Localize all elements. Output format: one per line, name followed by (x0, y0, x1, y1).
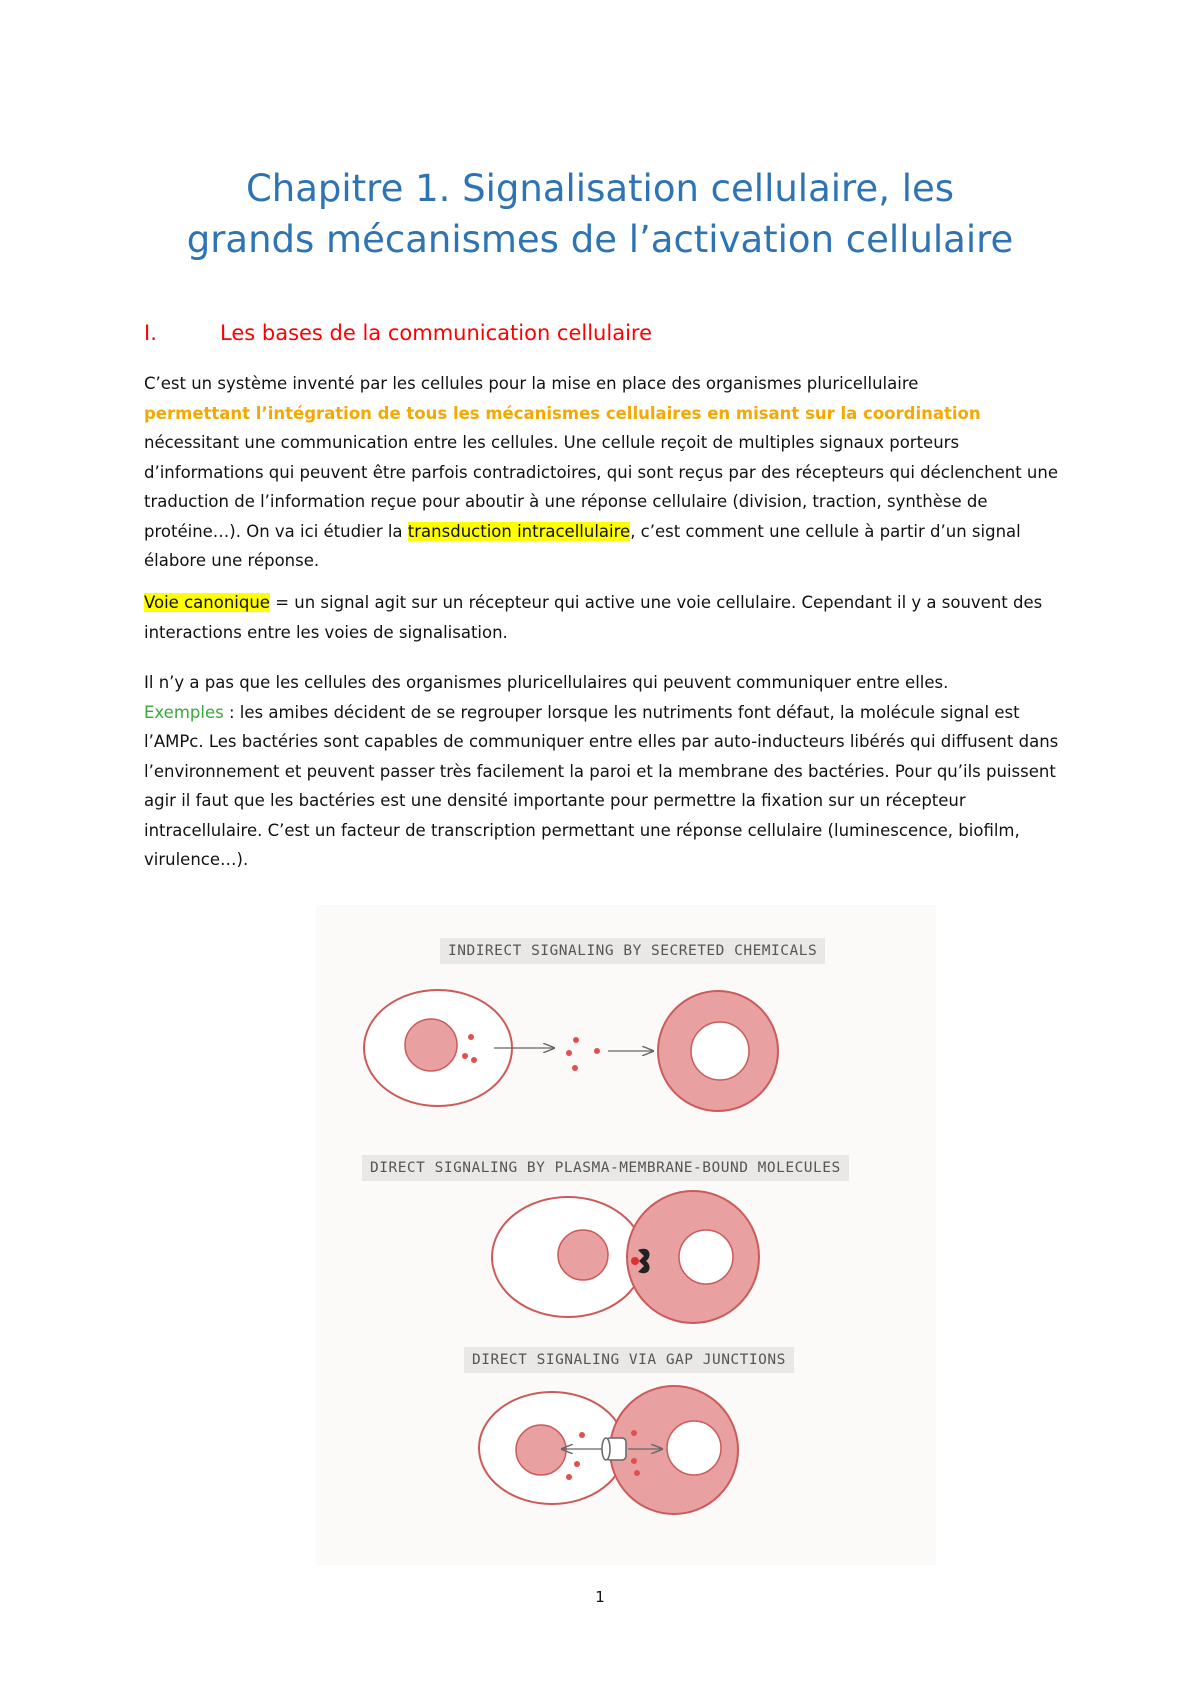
section-heading-text: Les bases de la communication cellulaire (220, 321, 652, 345)
signaling-cell-nucleus (558, 1230, 608, 1280)
target-cell-nucleus (691, 1022, 749, 1080)
signal-molecule (462, 1053, 468, 1059)
examples-label: Exemples (144, 702, 224, 722)
highlight-transduction: transduction intracellulaire (407, 521, 631, 541)
figure-label-indirect: INDIRECT SIGNALING BY SECRETED CHEMICALS (440, 938, 825, 964)
membrane-bound-signaling-panel (492, 1191, 759, 1323)
signal-molecule (594, 1048, 600, 1054)
small-molecule (631, 1458, 637, 1464)
highlight-voie-canonique: Voie canonique (144, 593, 270, 612)
figure-label-gap-junctions: DIRECT SIGNALING VIA GAP JUNCTIONS (464, 1347, 794, 1373)
paragraph-canonical-text: = un signal agit sur un récepteur qui active une voie cellulaire. Cependant il y a souvent des interactions entre les voies de signalisation. (144, 593, 1043, 642)
paragraph-intro-text-2: nécessitant une communication entre les cellules. Une cellule reçoit de multiples signaux porteurs d’informations qui peuvent être parfois contradictoires, qui sont reçus par des récepteurs qui déclenchent une traduction de l’information reçue pour aboutir à une réponse cellulaire (division, traction, synthèse de protéine…). On va ici étudier la (144, 433, 1058, 541)
coupled-cell-right-nucleus (667, 1421, 721, 1475)
paragraph-examples-text-2: : les amibes décident de se regrouper lorsque les nutriments font défaut, la molécule signal est l’AMPc. Les bactéries sont capables de communiquer entre elles par auto-inducteurs libérés qui diffusent dans l’environnement et peuvent passer très facilement la paroi et la membrane des bactéries. Pour qu’ils puissent agir il faut que les bactéries est une densité importante pour permettre la fixation sur un récepteur intracellulaire. C’est un facteur de transcription permettant une réponse cellulaire (luminescence, biofilm, virulence…). (144, 702, 1059, 869)
signal-molecule (471, 1057, 477, 1063)
signal-molecule (573, 1037, 579, 1043)
paragraph-intro (144, 369, 1074, 576)
paragraph-intro-text-1: C’est un système inventé par les cellules pour la mise en place des organismes pluricellulaire (144, 374, 919, 393)
signal-molecule (572, 1065, 578, 1071)
chapter-title-line-1: Chapitre 1. Signalisation cellulaire, les (245, 167, 955, 210)
small-molecule (574, 1461, 580, 1467)
signal-molecule (566, 1050, 572, 1056)
secreting-cell-nucleus (405, 1019, 457, 1071)
small-molecule (566, 1474, 572, 1480)
signaling-figure (316, 905, 936, 1565)
figure-label-membrane-bound: DIRECT SIGNALING BY PLASMA-MEMBRANE-BOUND MOLECULES (362, 1155, 849, 1181)
receiving-cell-nucleus (679, 1230, 733, 1284)
membrane-bound-ligand (631, 1257, 639, 1265)
gap-junction-signaling-panel (479, 1386, 738, 1514)
paragraph-intro-text-3: , c’est comment une cellule à partir d’un signal élabore une réponse. (144, 521, 1021, 570)
page-number: 1 (595, 1588, 605, 1606)
indirect-signaling-panel (364, 990, 778, 1111)
small-molecule (631, 1430, 637, 1436)
gap-junction-channel-end (602, 1438, 610, 1460)
signal-molecule (468, 1034, 474, 1040)
emphasis-text: permettant l’intégration de tous les mécanismes cellulaires en misant sur la coordination (144, 403, 981, 423)
coupled-cell-left-nucleus (516, 1425, 566, 1475)
chapter-title (80, 163, 1120, 265)
paragraph-examples-text-1: Il n’y a pas que les cellules des organismes pluricellulaires qui peuvent communiquer entre elles. (144, 673, 949, 692)
paragraph-canonical-pathway (144, 588, 1074, 647)
small-molecule (579, 1432, 585, 1438)
chapter-title-line-2: grands mécanismes de l’activation cellulaire (186, 218, 1014, 261)
section-heading (144, 318, 652, 348)
paragraph-examples (144, 668, 1074, 875)
section-number: I. (144, 321, 157, 345)
signaling-diagram (316, 905, 936, 1565)
small-molecule (634, 1470, 640, 1476)
